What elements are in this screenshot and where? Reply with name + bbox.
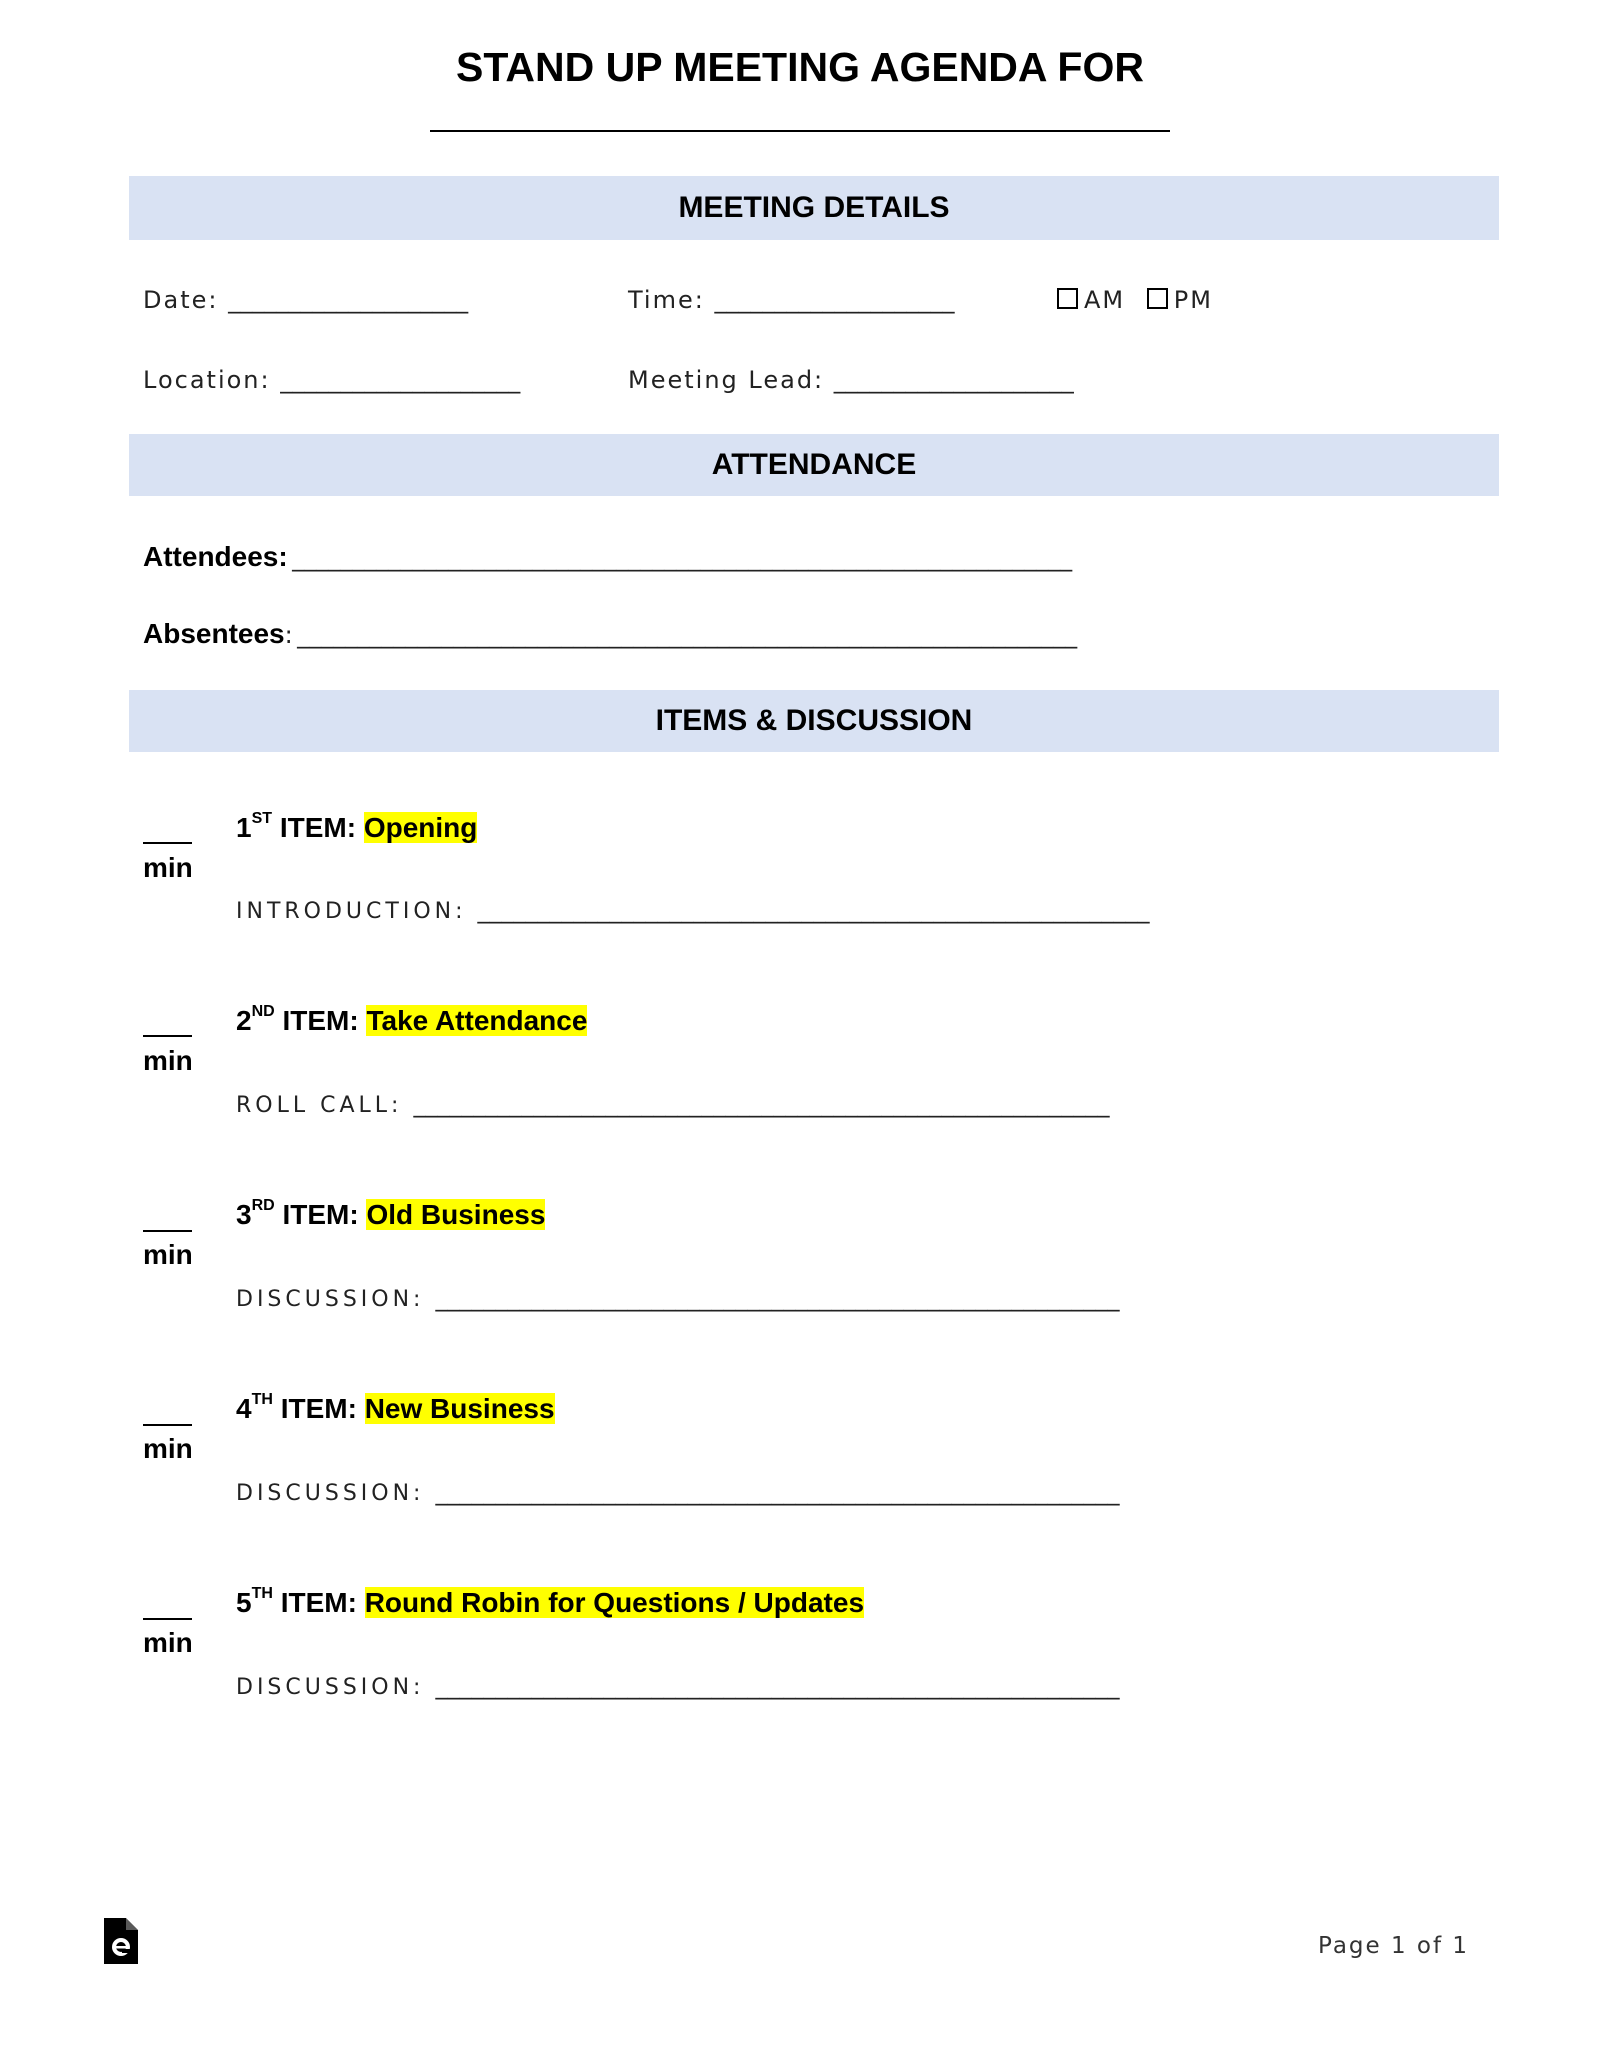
- item-ordinal: TH: [251, 1585, 273, 1602]
- item-number: 1: [236, 812, 252, 843]
- section-header-meeting-details: [129, 176, 1499, 240]
- item-field-blank[interactable]: _________________________________________________________: [435, 1478, 1120, 1506]
- item-field-label: ROLL CALL:: [236, 1093, 403, 1118]
- item-ordinal: TH: [251, 1391, 273, 1408]
- am-checkbox[interactable]: [1057, 288, 1078, 309]
- page-title: STAND UP MEETING AGENDA FOR: [456, 44, 1144, 90]
- date-field[interactable]: [143, 286, 468, 314]
- date-blank[interactable]: ____________________: [228, 286, 469, 314]
- attendees-blank[interactable]: _________________________________________________________________: [292, 544, 1073, 572]
- item-field-label: DISCUSSION:: [236, 1287, 425, 1312]
- pm-checkbox[interactable]: [1147, 288, 1168, 309]
- time-blank[interactable]: ____________________: [714, 286, 955, 314]
- minutes-blank[interactable]: [143, 1230, 192, 1232]
- attendees-label: Attendees:: [143, 541, 288, 572]
- item-field-blank[interactable]: __________________________________________________________: [413, 1090, 1110, 1118]
- item-3-field[interactable]: [236, 1284, 1119, 1312]
- section-header-items: [129, 690, 1499, 752]
- item-ordinal: ND: [251, 1003, 275, 1020]
- item-label: ITEM:: [282, 1199, 359, 1230]
- meeting-lead-blank[interactable]: ____________________: [833, 366, 1074, 394]
- absentees-colon: :: [284, 621, 293, 649]
- location-label: Location:: [143, 366, 271, 394]
- item-3-heading: [236, 1199, 545, 1231]
- pm-label: PM: [1173, 286, 1213, 314]
- section-header-attendance: [129, 434, 1499, 496]
- item-label: ITEM:: [280, 1393, 357, 1424]
- item-name: Old Business: [366, 1199, 546, 1230]
- item-ordinal: RD: [251, 1197, 275, 1214]
- minutes-label: min: [143, 1045, 193, 1076]
- page-number: Page 1 of 1: [1318, 1933, 1470, 1959]
- item-name: Opening: [363, 812, 478, 843]
- minutes-blank[interactable]: [143, 1424, 192, 1426]
- time-label: Time:: [628, 286, 705, 314]
- item-field-blank[interactable]: ________________________________________________________: [477, 896, 1150, 924]
- item-2-heading: [236, 1005, 587, 1037]
- item-1-heading: [236, 812, 477, 844]
- date-label: Date:: [143, 286, 219, 314]
- item-5-field[interactable]: [236, 1672, 1119, 1700]
- item-4-heading: [236, 1393, 555, 1425]
- item-field-blank[interactable]: _________________________________________________________: [435, 1672, 1120, 1700]
- am-pm-options: [1057, 286, 1213, 314]
- item-number: 5: [236, 1587, 252, 1618]
- item-field-label: DISCUSSION:: [236, 1481, 425, 1506]
- meeting-lead-label: Meeting Lead:: [628, 366, 825, 394]
- item-name: Take Attendance: [366, 1005, 588, 1036]
- item-1-field[interactable]: [236, 896, 1150, 924]
- location-field[interactable]: [143, 366, 520, 394]
- section-title: MEETING DETAILS: [678, 191, 950, 224]
- item-5-heading: [236, 1587, 864, 1619]
- item-label: ITEM:: [282, 1005, 359, 1036]
- minutes-blank[interactable]: [143, 1618, 192, 1620]
- item-ordinal: ST: [251, 810, 273, 827]
- time-field[interactable]: [628, 286, 954, 314]
- minutes-label: min: [143, 1627, 193, 1658]
- item-number: 3: [236, 1199, 252, 1230]
- title-fill-line[interactable]: [430, 130, 1170, 132]
- minutes-label: min: [143, 1433, 193, 1464]
- meeting-lead-field[interactable]: [628, 366, 1074, 394]
- section-title: ITEMS & DISCUSSION: [655, 704, 973, 737]
- item-number: 2: [236, 1005, 252, 1036]
- attendees-field[interactable]: [143, 541, 1072, 573]
- item-field-label: DISCUSSION:: [236, 1675, 425, 1700]
- minutes-label: min: [143, 852, 193, 883]
- item-name: New Business: [364, 1393, 555, 1424]
- absentees-field[interactable]: [143, 618, 1077, 650]
- location-blank[interactable]: ____________________: [280, 366, 521, 394]
- absentees-label: Absentees: [143, 618, 285, 649]
- minutes-label: min: [143, 1239, 193, 1270]
- item-number: 4: [236, 1393, 252, 1424]
- absentees-blank[interactable]: _________________________________________________________________: [297, 621, 1078, 649]
- minutes-blank[interactable]: [143, 842, 192, 844]
- item-4-field[interactable]: [236, 1478, 1119, 1506]
- minutes-blank[interactable]: [143, 1035, 192, 1037]
- item-label: ITEM:: [280, 1587, 357, 1618]
- section-title: ATTENDANCE: [711, 448, 917, 481]
- item-2-field[interactable]: [236, 1090, 1109, 1118]
- am-label: AM: [1084, 286, 1126, 314]
- item-field-blank[interactable]: _________________________________________________________: [435, 1284, 1120, 1312]
- eforms-logo-icon: [104, 1914, 138, 1964]
- item-name: Round Robin for Questions / Updates: [364, 1587, 865, 1618]
- item-field-label: INTRODUCTION:: [236, 899, 467, 924]
- item-label: ITEM:: [279, 812, 357, 843]
